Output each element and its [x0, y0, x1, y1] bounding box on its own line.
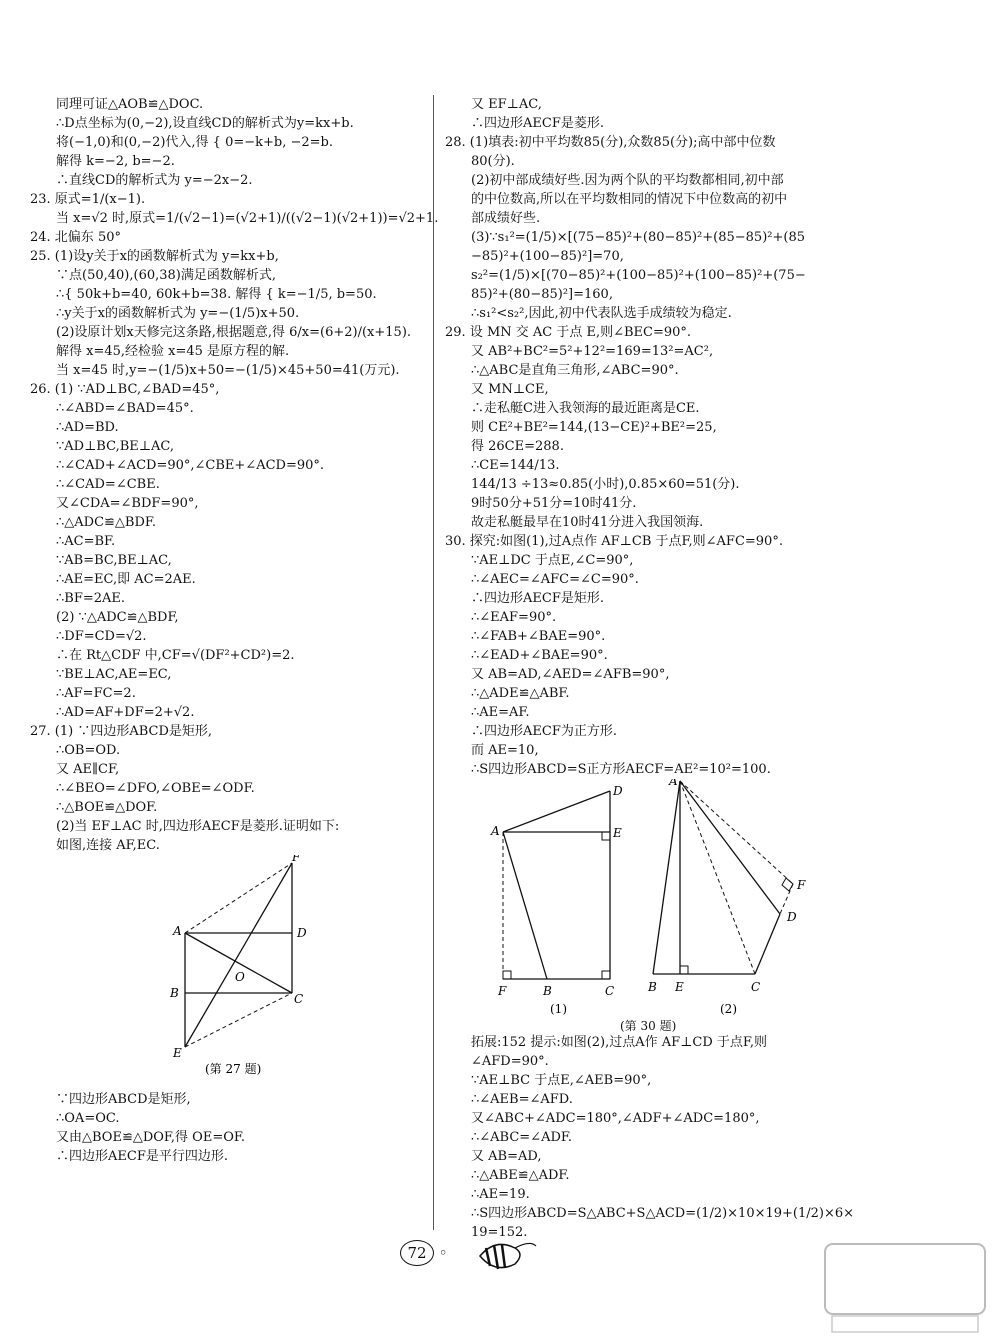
fig30b-label-D: D — [787, 910, 797, 924]
text-line: ∴AD=BD. — [56, 420, 119, 435]
page-number: 72 ◦ — [400, 1240, 448, 1266]
text-line: ∴D点坐标为(0,−2),设直线CD的解析式为y=kx+b. — [56, 116, 354, 131]
text-line: ∴四边形AECF是矩形. — [471, 591, 604, 606]
text-line: ∴△ABC是直角三角形,∠ABC=90°. — [471, 363, 679, 378]
text-line: 27. (1) ∵四边形ABCD是矩形, — [30, 724, 213, 739]
text-line: 解得 x=45,经检验 x=45 是原方程的解. — [56, 344, 290, 359]
text-line: 又∠CDA=∠BDF=90°, — [56, 496, 199, 511]
text-line: ∴y关于x的函数解析式为 y=−(1/5)x+50. — [56, 306, 300, 321]
text-line: 拓展:152 提示:如图(2),过点A作 AF⊥CD 于点F,则 — [471, 1035, 768, 1050]
text-line: 26. (1) ∵AD⊥BC,∠BAD=45°, — [30, 382, 220, 397]
text-line: ∴走私艇C进入我领海的最近距离是CE. — [471, 401, 700, 416]
text-line: ∵AE⊥BC 于点E,∠AEB=90°, — [471, 1073, 652, 1088]
text-line: 30. 探究:如图(1),过A点作 AF⊥CB 于点F,则∠AFC=90°. — [445, 534, 783, 549]
text-line: ∴AC=BF. — [56, 534, 116, 549]
text-line: ∴∠BEO=∠DFO,∠OBE=∠ODF. — [56, 781, 255, 796]
fig30a-label-A: A — [491, 824, 500, 838]
fig27-label-C: C — [294, 992, 304, 1006]
column-divider — [433, 95, 434, 1230]
fig27-label-O: O — [235, 970, 245, 984]
text-line: ∴四边形AECF为正方形. — [471, 724, 617, 739]
figure-30-diagram — [445, 779, 965, 1019]
text-line: ∴直线CD的解析式为 y=−2x−2. — [56, 173, 253, 188]
fig30-sub2: (2) — [720, 1002, 737, 1016]
left-text-after-figure — [30, 1090, 430, 1166]
right-text-after-figure — [445, 1033, 965, 1242]
fig30b-label-C: C — [751, 980, 761, 994]
fish-logo-icon — [470, 1236, 540, 1276]
fig27-label-A: A — [173, 924, 182, 938]
figure-27-diagram — [30, 855, 430, 1090]
fig30a-label-C: C — [605, 984, 615, 998]
text-line: −85)²+(100−85)²]=70, — [471, 249, 624, 264]
text-line: (2) ∵△ADC≌△BDF, — [56, 610, 179, 625]
text-line: 又由△BOE≌△DOF,得 OE=OF. — [56, 1130, 245, 1145]
text-line: 28. (1)填表:初中平均数85(分),众数85(分);高中部中位数 — [445, 135, 776, 150]
text-line: 又 AB²+BC²=5²+12²=169=13²=AC², — [471, 344, 714, 359]
text-line: (2)初中部成绩好些.因为两个队的平均数都相同,初中部 — [471, 173, 784, 188]
text-line: ∴∠CAD=∠CBE. — [56, 477, 160, 492]
text-line: ∴AD=AF+DF=2+√2. — [56, 705, 195, 720]
figure-27 — [30, 855, 430, 1090]
text-line: 将(−1,0)和(0,−2)代入,得 { 0=−k+b, −2=b. — [56, 135, 334, 150]
text-line: 23. 原式=1/(x−1). — [30, 192, 146, 207]
text-line: 9时50分+51分=10时41分. — [471, 496, 637, 511]
fig30b-label-B: B — [648, 980, 657, 994]
text-line: ∵AD⊥BC,BE⊥AC, — [56, 439, 174, 454]
watermark-logo-icon — [820, 1236, 990, 1336]
fig30a-label-E: E — [613, 826, 622, 840]
text-line: 又 AB=AD,∠AED=∠AFB=90°, — [471, 667, 670, 682]
text-line: 而 AE=10, — [471, 743, 539, 758]
text-line: ∴CE=144/13. — [471, 458, 560, 473]
fig30b-label-F: F — [797, 878, 806, 892]
text-line: ∠AFD=90°. — [471, 1054, 549, 1069]
right-text-block — [445, 95, 965, 779]
fig30a-label-D: D — [613, 784, 623, 798]
text-line: ∵点(50,40),(60,38)满足函数解析式, — [56, 268, 276, 283]
text-line: ∵AE⊥DC 于点E,∠C=90°, — [471, 553, 634, 568]
text-line: 同理可证△AOB≌△DOC. — [56, 97, 204, 112]
text-line: 解得 k=−2, b=−2. — [56, 154, 175, 169]
text-line: 部成绩好些. — [471, 211, 541, 226]
text-line: 25. (1)设y关于x的函数解析式为 y=kx+b, — [30, 249, 279, 264]
text-line: 又 EF⊥AC, — [471, 97, 542, 112]
text-line: ∴S四边形ABCD=S△ABC+S△ACD=(1/2)×10×19+(1/2)×6× — [471, 1206, 855, 1221]
text-line: ∴OB=OD. — [56, 743, 121, 758]
text-line: 得 26CE=288. — [471, 439, 564, 454]
text-line: ∴AE=AF. — [471, 705, 530, 720]
text-line: 24. 北偏东 50° — [30, 230, 121, 245]
text-line: ∴BF=2AE. — [56, 591, 126, 606]
text-line: ∴AE=19. — [471, 1187, 530, 1202]
text-line: ∵BE⊥AC,AE=EC, — [56, 667, 172, 682]
text-line: ∵四边形ABCD是矩形, — [56, 1092, 191, 1107]
text-line: s₂²=(1/5)×[(70−85)²+(100−85)²+(100−85)²+(75− — [471, 268, 806, 283]
fig30a-label-B: B — [543, 984, 552, 998]
text-line: (3)∵s₁²=(1/5)×[(75−85)²+(80−85)²+(85−85)²+(85 — [471, 230, 805, 245]
left-column — [30, 95, 439, 1166]
text-line: ∴四边形AECF是菱形. — [471, 116, 604, 131]
text-line: ∴s₁²<s₂²,因此,初中代表队选手成绩较为稳定. — [471, 306, 732, 321]
text-line: ∴AE=EC,即 AC=2AE. — [56, 572, 196, 587]
page-number-badge: 72 — [400, 1240, 434, 1266]
text-line: ∴△ADE≌△ABF. — [471, 686, 570, 701]
text-line: (2)当 EF⊥AC 时,四边形AECF是菱形.证明如下: — [56, 819, 340, 834]
text-line: (2)设原计划x天修完这条路,根据题意,得 6/x=(6+2)/(x+15). — [56, 325, 412, 340]
text-line: 144/13 ÷13≈0.85(小时),0.85×60=51(分). — [471, 477, 740, 492]
text-line: ∴{ 50k+b=40, 60k+b=38. 解得 { k=−1/5, b=50. — [56, 287, 377, 302]
text-line: 的中位数高,所以在平均数相同的情况下中位数高的初中 — [471, 192, 788, 207]
fig27-label-E: E — [173, 1046, 182, 1060]
text-line: 19=152. — [471, 1225, 528, 1240]
text-line: ∴AF=FC=2. — [56, 686, 136, 701]
text-line: 又∠ABC+∠ADC=180°,∠ADF+∠ADC=180°, — [471, 1111, 760, 1126]
fig27-label-F: F — [292, 855, 301, 864]
fig30a-label-F: F — [498, 984, 507, 998]
fig27-label-D: D — [297, 926, 307, 940]
text-line: ∴∠AEC=∠AFC=∠C=90°. — [471, 572, 639, 587]
fig30-sub1: (1) — [550, 1002, 567, 1016]
text-line: ∴OA=OC. — [56, 1111, 120, 1126]
text-line: ∴在 Rt△CDF 中,CF=√(DF²+CD²)=2. — [56, 648, 295, 663]
text-line: ∴∠EAD+∠BAE=90°. — [471, 648, 608, 663]
text-line: ∴四边形AECF是平行四边形. — [56, 1149, 228, 1164]
right-column — [445, 95, 965, 1242]
text-line: 又 AE∥CF, — [56, 762, 120, 777]
fig30-caption: (第 30 题) — [620, 1019, 677, 1033]
text-line: ∴△ABE≌△ADF. — [471, 1168, 570, 1183]
text-line: 则 CE²+BE²=144,(13−CE)²+BE²=25, — [471, 420, 717, 435]
text-line: 如图,连接 AF,EC. — [56, 838, 160, 853]
text-line: ∴△BOE≌△DOF. — [56, 800, 158, 815]
text-line: ∴∠AEB=∠AFD. — [471, 1092, 573, 1107]
text-line: ∴∠FAB+∠BAE=90°. — [471, 629, 606, 644]
fig27-caption: (第 27 题) — [205, 1062, 262, 1076]
figure-30 — [445, 779, 965, 1033]
fig30b-label-E: E — [675, 980, 684, 994]
text-line: 29. 设 MN 交 AC 于点 E,则∠BEC=90°. — [445, 325, 692, 340]
text-line: 当 x=√2 时,原式=1/(√2−1)=(√2+1)/((√2−1)(√2+1))=√2+1. — [56, 211, 439, 226]
text-line: ∴S四边形ABCD=S正方形AECF=AE²=10²=100. — [471, 762, 771, 777]
text-line: 85)²+(80−85)²]=160, — [471, 287, 613, 302]
text-line: ∵AB=BC,BE⊥AC, — [56, 553, 172, 568]
text-line: 又 AB=AD, — [471, 1149, 542, 1164]
text-line: ∴∠ABC=∠ADF. — [471, 1130, 573, 1145]
text-line: 当 x=45 时,y=−(1/5)x+50=−(1/5)×45+50=41(万元). — [56, 363, 400, 378]
left-text-block — [30, 95, 439, 855]
text-line: ∴∠EAF=90°. — [471, 610, 557, 625]
text-line: 又 MN⊥CE, — [471, 382, 549, 397]
text-line: ∴∠ABD=∠BAD=45°. — [56, 401, 194, 416]
text-line: ∴∠CAD+∠ACD=90°,∠CBE+∠ACD=90°. — [56, 458, 325, 473]
text-line: 故走私艇最早在10时41分进入我国领海. — [471, 515, 704, 530]
text-line: ∴DF=CD=√2. — [56, 629, 147, 644]
text-line: 80(分). — [471, 154, 515, 169]
fig27-label-B: B — [170, 986, 179, 1000]
text-line: ∴△ADC≌△BDF. — [56, 515, 157, 530]
fig30b-label-A: A — [669, 779, 678, 788]
